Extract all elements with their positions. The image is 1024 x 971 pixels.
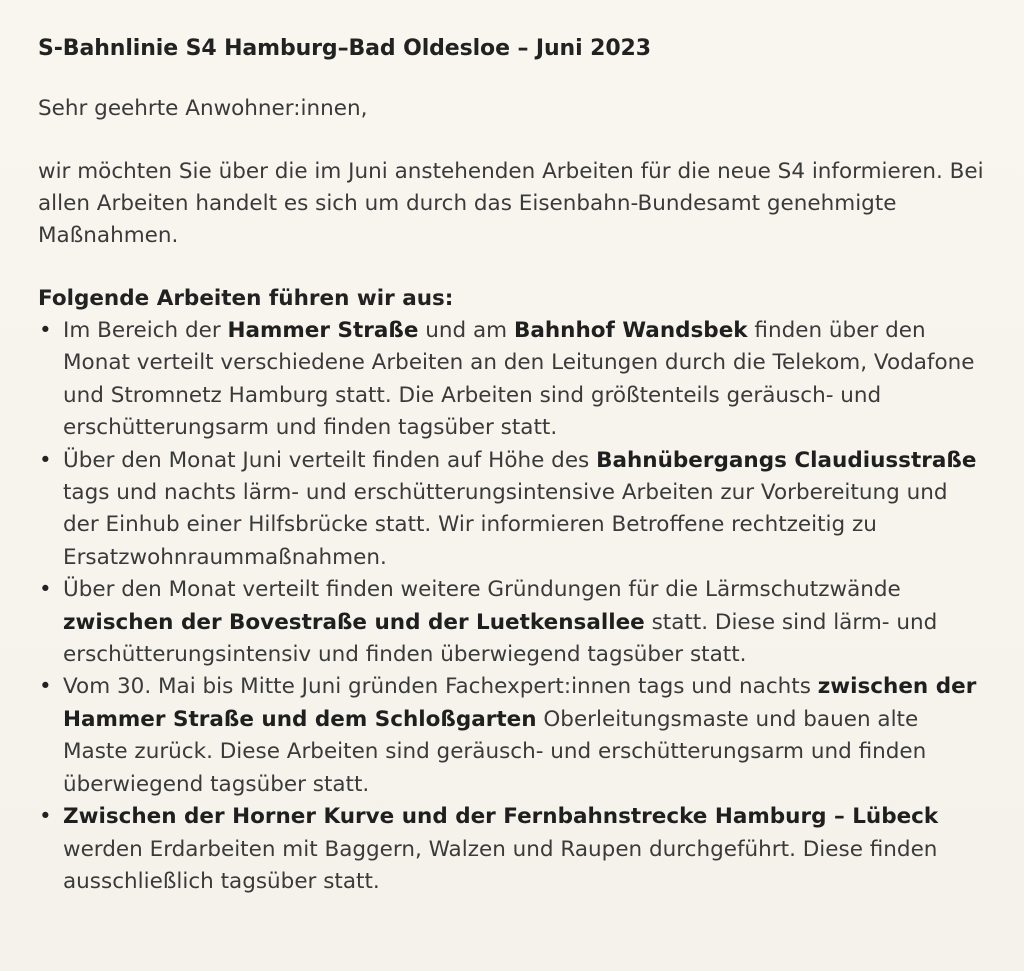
item-text: Über den Monat Juni verteilt finden auf Höhe des bbox=[63, 447, 597, 473]
item-text: Vom 30. Mai bis Mitte Juni gründen Fachexpert:innen tags und nachts bbox=[63, 674, 818, 700]
intro-paragraph: wir möchten Sie über die im Juni anstehenden Arbeiten für die neue S4 informieren. Bei allen Arbeiten handelt es sich um durch das Eisenbahn-Bundesamt genehmigte Maßnahmen. bbox=[38, 159, 984, 248]
document-title: S-Bahnlinie S4 Hamburg–Bad Oldesloe – Juni 2023 bbox=[38, 36, 651, 61]
list-item bbox=[38, 445, 984, 575]
greeting: Sehr geehrte Anwohner:innen, bbox=[38, 96, 368, 121]
bullet-icon: • bbox=[39, 447, 52, 473]
item-text: tags und nachts lärm- und erschütterungsintensive Arbeiten zur Vorbereitung und der Einhub einer Hilfsbrücke statt. Wir informieren Betroffene rechtzeitig zu Ersatzwohnraummaßnahmen. bbox=[63, 480, 948, 570]
bullet-icon: • bbox=[39, 804, 52, 830]
item-emphasis: Zwischen der Horner Kurve und der Fernbahnstrecke Hamburg – Lübeck bbox=[63, 804, 939, 830]
work-list bbox=[38, 315, 984, 898]
item-text: finden über den Monat verteilt verschiedene Arbeiten an den Leitungen durch die Telekom, Vodafone und Stromnetz Hamburg statt. Die Arbeiten sind größtenteils geräusch- und erschütterungsarm und finden tagsüber statt. bbox=[63, 318, 975, 441]
list-item bbox=[38, 315, 984, 445]
item-text: Über den Monat verteilt finden weitere Gründungen für die Lärmschutzwände bbox=[63, 577, 901, 603]
list-item bbox=[38, 671, 984, 801]
item-emphasis: zwischen der Hammer Straße und dem Schloßgarten bbox=[63, 674, 977, 732]
item-emphasis: Bahnübergangs Claudiusstraße bbox=[596, 447, 977, 473]
item-text: und am bbox=[418, 318, 514, 343]
item-emphasis: Bahnhof Wandsbek bbox=[513, 318, 748, 343]
item-text: Oberleitungsmaste und bauen alte Maste zurück. Diese Arbeiten sind geräusch- und erschütterungsarm und finden überwiegend tagsüber statt. bbox=[63, 706, 927, 797]
bullet-icon: • bbox=[39, 318, 52, 343]
bullet-icon: • bbox=[39, 577, 52, 603]
item-emphasis: Hammer Straße bbox=[227, 318, 419, 343]
section-heading: Folgende Arbeiten führen wir aus: bbox=[38, 286, 454, 311]
list-item bbox=[38, 801, 984, 898]
item-text: werden Erdarbeiten mit Baggern, Walzen und Raupen durchgeführt. Diese finden ausschließlich tagsüber statt. bbox=[63, 836, 938, 894]
item-text: Im Bereich der bbox=[63, 318, 228, 343]
bullet-icon: • bbox=[39, 674, 52, 700]
item-text: statt. Diese sind lärm- und erschütterungsintensiv und finden überwiegend tagsüber statt. bbox=[63, 609, 938, 668]
list-item bbox=[38, 574, 984, 671]
item-emphasis: zwischen der Bovestraße und der Luetkensallee bbox=[63, 609, 645, 635]
